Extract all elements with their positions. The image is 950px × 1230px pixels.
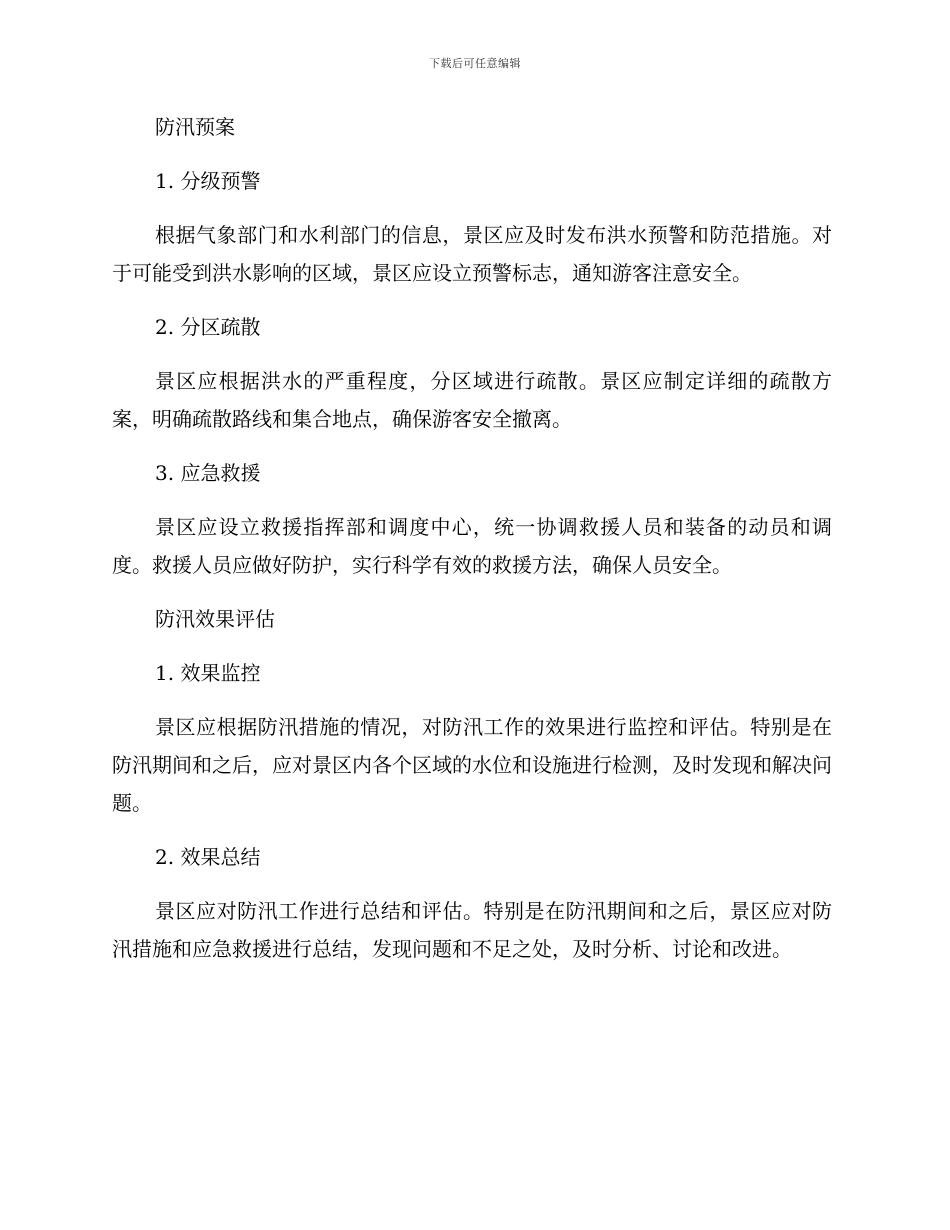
document-body xyxy=(112,108,832,968)
item-text-emergency-rescue: 景区应设立救援指挥部和调度中心，统一协调救援人员和装备的动员和调度。救援人员应做好防护，实行科学有效的救援方法，确保人员安全。 xyxy=(112,515,832,577)
item-title-tiered-warning: 1. 分级预警 xyxy=(155,169,261,193)
section-title-evaluation: 防汛效果评估 xyxy=(155,607,275,631)
item-text-effect-summary: 景区应对防汛工作进行总结和评估。特别是在防汛期间和之后，景区应对防汛措施和应急救援进行总结，发现问题和不足之处，及时分析、讨论和改进。 xyxy=(112,899,832,961)
item-title-effect-summary: 2. 效果总结 xyxy=(155,845,261,869)
item-title-zoned-evacuation: 2. 分区疏散 xyxy=(155,315,261,339)
item-text-tiered-warning: 根据气象部门和水利部门的信息，景区应及时发布洪水预警和防范措施。对于可能受到洪水影响的区域，景区应设立预警标志，通知游客注意安全。 xyxy=(112,223,832,285)
section-title-plan: 防汛预案 xyxy=(155,115,235,139)
item-text-zoned-evacuation: 景区应根据洪水的严重程度，分区域进行疏散。景区应制定详细的疏散方案，明确疏散路线和集合地点，确保游客安全撤离。 xyxy=(112,369,832,431)
item-title-emergency-rescue: 3. 应急救援 xyxy=(155,461,261,485)
item-title-effect-monitoring: 1. 效果监控 xyxy=(155,661,261,685)
item-text-effect-monitoring: 景区应根据防汛措施的情况，对防汛工作的效果进行监控和评估。特别是在防汛期间和之后，应对景区内各个区域的水位和设施进行检测，及时发现和解决问题。 xyxy=(112,715,832,815)
header-note: 下载后可任意编辑 xyxy=(429,57,521,70)
